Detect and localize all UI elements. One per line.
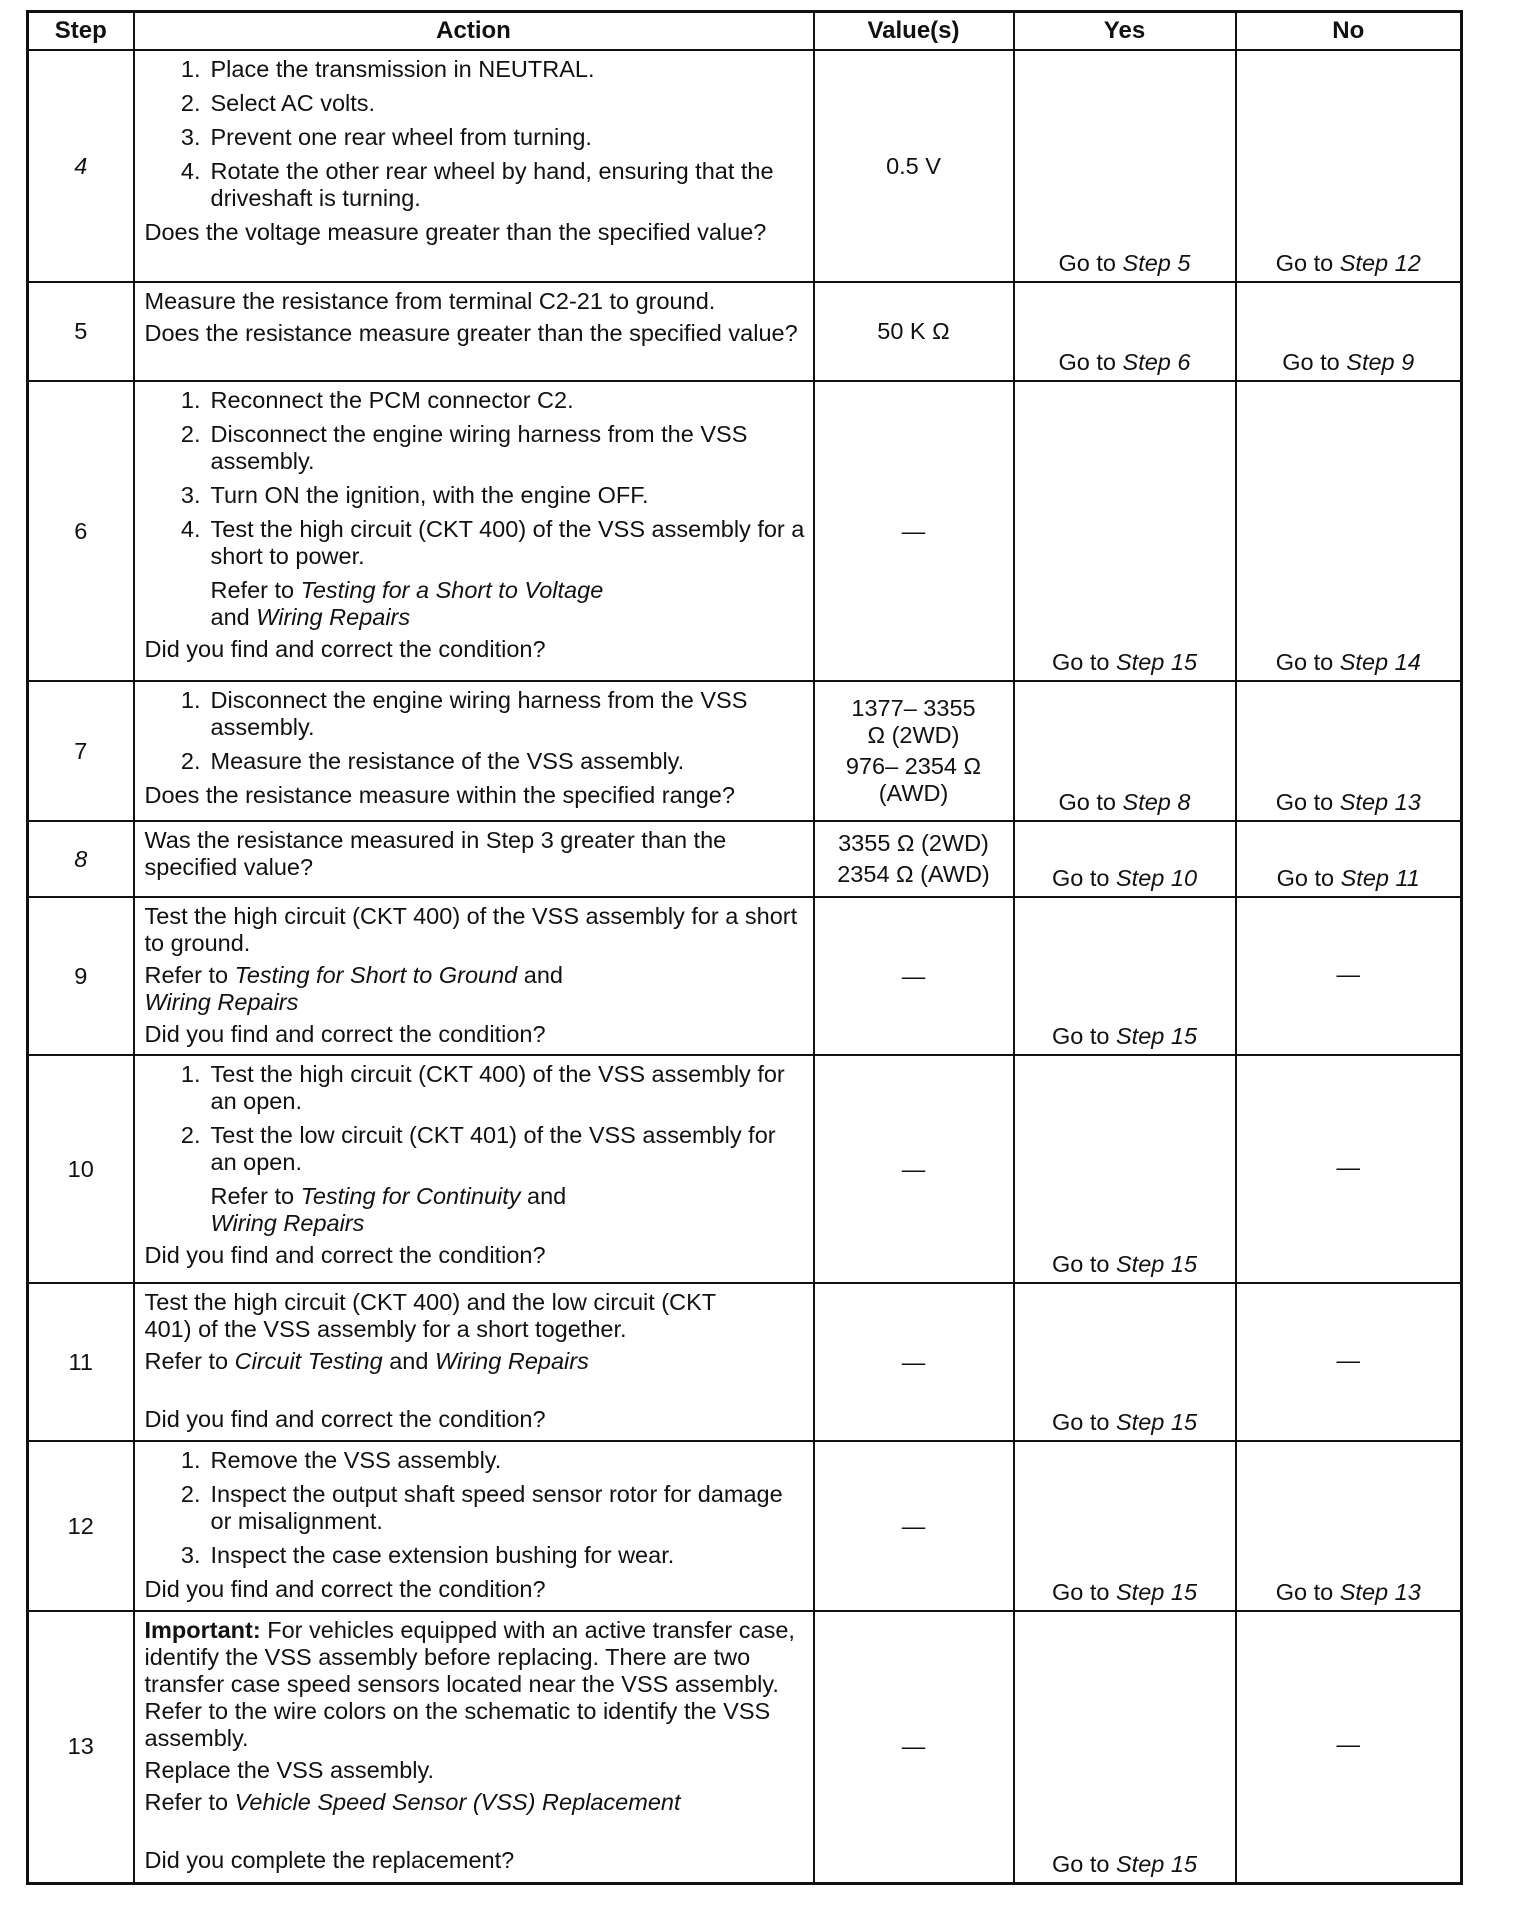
question: Did you complete the replacement? <box>144 1847 515 1873</box>
value-awd: 976– 2354 Ω (AWD) <box>845 753 982 806</box>
header-row <box>28 12 1462 51</box>
action-cell <box>134 50 814 282</box>
no-cell: — <box>1236 897 1462 1055</box>
value-cell: 50 K Ω <box>814 282 1014 381</box>
step-number: 6 <box>28 381 134 681</box>
table-row-step-5 <box>28 282 1462 381</box>
table-row-step-8 <box>28 821 1462 897</box>
yes-cell: Go to Step 8 <box>1014 681 1236 821</box>
no-cell: — <box>1236 1055 1462 1283</box>
action-cell <box>134 1055 814 1283</box>
list-item: 3. Inspect the case extension bushing for wear. <box>180 1542 675 1568</box>
list-item: 1. Test the high circuit (CKT 400) of the VSS assembly for an open. <box>180 1061 785 1114</box>
action-cell <box>134 1441 814 1611</box>
header-values: Value(s) <box>814 12 1014 51</box>
step-number: 11 <box>28 1283 134 1441</box>
value-cell: — <box>814 1441 1014 1611</box>
question: Does the resistance measure within the specified range? <box>144 782 735 808</box>
no-cell: — <box>1236 1611 1462 1883</box>
step-number: 10 <box>28 1055 134 1283</box>
list-item: 4. Test the high circuit (CKT 400) of the VSS assembly for a short to power. <box>180 516 805 569</box>
no-cell: Go to Step 9 <box>1236 282 1462 381</box>
question: Did you find and correct the condition? <box>144 1021 546 1047</box>
important-note: Important: For vehicles equipped with an active transfer case, identify the VSS assembly before replacing. There are two transfer case speed sensors located near the VSS assembly. Refer to the wire colors on the schematic to identify the VSS assembly. <box>144 1617 795 1751</box>
step-number: 4 <box>28 50 134 282</box>
action-cell: Test the high circuit (CKT 400) of the VSS assembly for a short to ground. Refer to Testing for Short to Ground and Wiring Repairs Did you find and correct the condition? <box>134 897 814 1055</box>
list-item: 3. Prevent one rear wheel from turning. <box>180 124 592 150</box>
question: Does the resistance measure greater than the specified value? <box>144 320 798 346</box>
value-cell: 0.5 V <box>814 50 1014 282</box>
table-row-step-6 <box>28 381 1462 681</box>
value-cell <box>814 821 1014 897</box>
yes-cell: Go to Step 15 <box>1014 1283 1236 1441</box>
reference: Refer to Testing for a Short to Voltage and Wiring Repairs <box>210 577 604 630</box>
list-item: 1. Remove the VSS assembly. <box>180 1447 502 1473</box>
action-cell: Measure the resistance from terminal C2-21 to ground. Does the resistance measure greater than the specified value? <box>134 282 814 381</box>
no-cell: Go to Step 14 <box>1236 381 1462 681</box>
list-item: 2. Disconnect the engine wiring harness from the VSS assembly. <box>180 421 748 474</box>
table-row-step-4 <box>28 50 1462 282</box>
table-row-step-12 <box>28 1441 1462 1611</box>
header-no: No <box>1236 12 1462 51</box>
value-cell <box>814 681 1014 821</box>
no-cell: Go to Step 11 <box>1236 821 1462 897</box>
question: Did you find and correct the condition? <box>144 636 546 662</box>
step-number: 9 <box>28 897 134 1055</box>
action-cell: Important: For vehicles equipped with an active transfer case, identify the VSS assembly before replacing. There are two transfer case speed sensors located near the VSS assembly. Refer to the wire colors on the schematic to identify the VSS assembly. Replace the VSS assembly. Refer to Vehicle Speed Sensor (VSS) Replacement Did you complete the replacement? <box>134 1611 814 1883</box>
step-number: 5 <box>28 282 134 381</box>
no-cell: Go to Step 13 <box>1236 1441 1462 1611</box>
diagnostic-table <box>26 10 1463 1885</box>
yes-cell: Go to Step 15 <box>1014 1611 1236 1883</box>
value-2wd: 3355 Ω (2WD) <box>838 830 989 856</box>
no-cell: Go to Step 12 <box>1236 50 1462 282</box>
list-item: 2. Measure the resistance of the VSS assembly. <box>180 748 685 774</box>
table-row-step-7 <box>28 681 1462 821</box>
action-cell <box>134 681 814 821</box>
value-cell: — <box>814 1283 1014 1441</box>
step-number: 12 <box>28 1441 134 1611</box>
reference: Refer to Vehicle Speed Sensor (VSS) Replacement <box>144 1789 681 1815</box>
yes-cell: Go to Step 6 <box>1014 282 1236 381</box>
reference: Refer to Testing for Short to Ground and Wiring Repairs <box>144 962 563 1015</box>
no-cell: — <box>1236 1283 1462 1441</box>
header-yes: Yes <box>1014 12 1236 51</box>
table-row-step-13 <box>28 1611 1462 1883</box>
yes-cell: Go to Step 15 <box>1014 1441 1236 1611</box>
list-item: 1. Reconnect the PCM connector C2. <box>180 387 574 413</box>
table-row-step-10 <box>28 1055 1462 1283</box>
action-cell: Test the high circuit (CKT 400) and the low circuit (CKT 401) of the VSS assembly for a short together. Refer to Circuit Testing and Wiring Repairs Did you find and correct the condition? <box>134 1283 814 1441</box>
yes-cell: Go to Step 5 <box>1014 50 1236 282</box>
question: Does the voltage measure greater than the specified value? <box>144 219 767 245</box>
list-item: 1. Place the transmission in NEUTRAL. <box>180 56 595 82</box>
yes-cell: Go to Step 15 <box>1014 1055 1236 1283</box>
list-item: 2. Select AC volts. <box>180 90 376 116</box>
reference: Refer to Circuit Testing and Wiring Repairs <box>144 1348 589 1374</box>
list-item: 2. Test the low circuit (CKT 401) of the VSS assembly for an open. <box>180 1122 776 1175</box>
table-row-step-11 <box>28 1283 1462 1441</box>
no-cell: Go to Step 13 <box>1236 681 1462 821</box>
reference: Refer to Testing for Continuity and Wiring Repairs <box>210 1183 567 1236</box>
yes-cell: Go to Step 15 <box>1014 381 1236 681</box>
list-item: 1. Disconnect the engine wiring harness from the VSS assembly. <box>180 687 748 740</box>
header-action: Action <box>134 12 814 51</box>
yes-cell: Go to Step 10 <box>1014 821 1236 897</box>
step-number: 7 <box>28 681 134 821</box>
header-step: Step <box>28 12 134 51</box>
question: Did you find and correct the condition? <box>144 1576 546 1602</box>
important-label: Important: <box>144 1617 261 1643</box>
value-cell: — <box>814 1055 1014 1283</box>
question: Did you find and correct the condition? <box>144 1242 546 1268</box>
action-cell <box>134 381 814 681</box>
value-cell: — <box>814 1611 1014 1883</box>
list-item: 2. Inspect the output shaft speed sensor rotor for damage or misalignment. <box>180 1481 783 1534</box>
value-2wd: 1377– 3355 Ω (2WD) <box>851 695 976 748</box>
value-cell: — <box>814 381 1014 681</box>
table-row-step-9 <box>28 897 1462 1055</box>
question: Did you find and correct the condition? <box>144 1406 546 1432</box>
list-item: 3. Turn ON the ignition, with the engine OFF. <box>180 482 649 508</box>
value-cell: — <box>814 897 1014 1055</box>
yes-cell: Go to Step 15 <box>1014 897 1236 1055</box>
step-number: 13 <box>28 1611 134 1883</box>
step-number: 8 <box>28 821 134 897</box>
value-awd: 2354 Ω (AWD) <box>837 861 990 887</box>
list-item: 4. Rotate the other rear wheel by hand, ensuring that the driveshaft is turning. <box>180 158 774 211</box>
action-cell: Was the resistance measured in Step 3 greater than the specified value? <box>134 821 814 897</box>
